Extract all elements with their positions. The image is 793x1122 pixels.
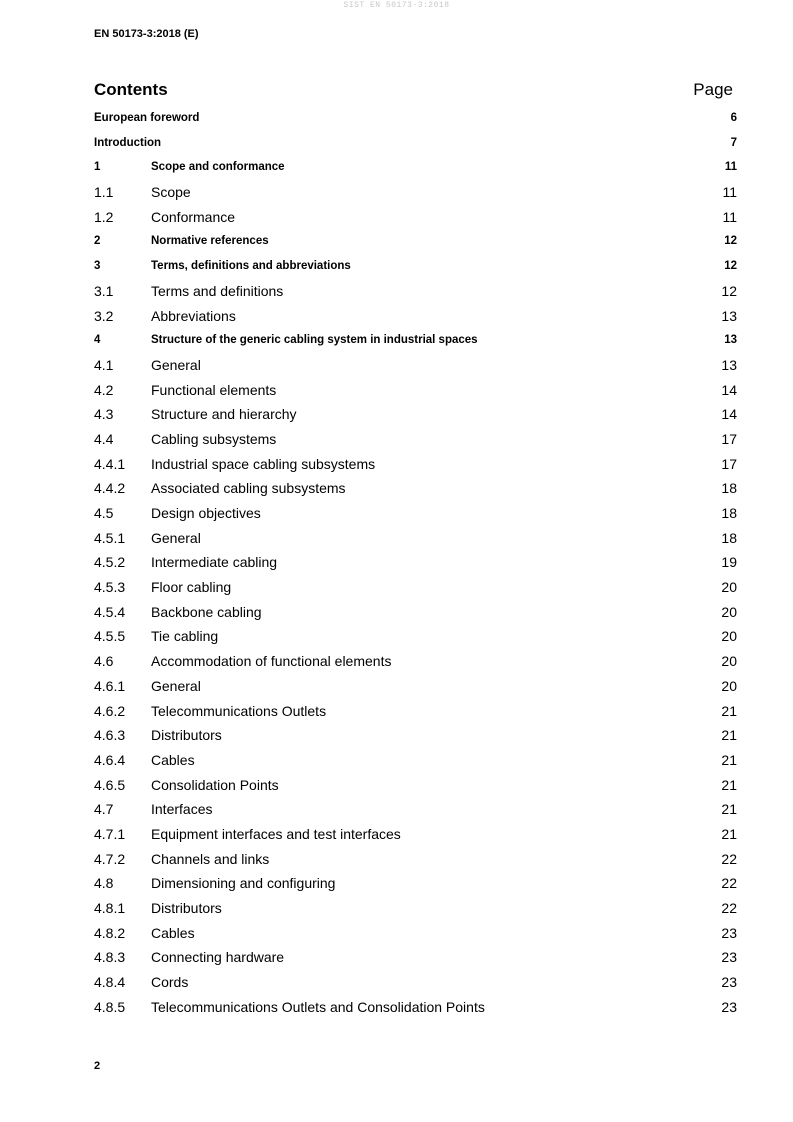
toc-entry-title: Conformance <box>151 208 236 225</box>
toc-entry-page: 11 <box>724 161 737 174</box>
toc-entry-number: 3.1 <box>94 282 114 299</box>
toc-entry-number: 4.2 <box>94 381 114 398</box>
toc-entry[interactable] <box>94 402 737 427</box>
toc-entry-page: 19 <box>721 554 737 571</box>
toc-entry-number: 1.2 <box>94 208 114 225</box>
toc-entry[interactable] <box>94 328 737 353</box>
toc-entry-number: 4.7.1 <box>94 825 126 842</box>
toc-entry-title: Floor cabling <box>151 579 232 596</box>
toc-entry-page: 12 <box>721 282 737 299</box>
toc-entry-page: 20 <box>721 603 737 620</box>
toc-entry-title: Scope and conformance <box>151 161 285 174</box>
toc-entry[interactable] <box>94 921 737 946</box>
toc-entry-title: Telecommunications Outlets and Consolidation Points <box>151 998 485 1015</box>
toc-entry-number: 4 <box>94 334 101 347</box>
toc-entry[interactable] <box>94 723 737 748</box>
toc-entry-number: 4.5.4 <box>94 603 126 620</box>
toc-entry[interactable] <box>94 995 737 1020</box>
toc-entry[interactable] <box>94 106 737 131</box>
toc-entry-page: 17 <box>721 455 737 472</box>
toc-entry[interactable] <box>94 452 737 477</box>
toc-entry-number: 4.8.1 <box>94 900 126 916</box>
toc-entry[interactable] <box>94 624 737 649</box>
toc-entry-page: 7 <box>730 136 737 149</box>
toc-entry[interactable] <box>94 279 737 304</box>
toc-entry-page: 20 <box>721 628 737 645</box>
toc-entry-page: 11 <box>722 184 737 201</box>
toc-entry-number: 4.6.3 <box>94 727 126 744</box>
toc-entry-number: 4.4 <box>94 430 114 447</box>
toc-entry-number: 4.6.5 <box>94 776 126 793</box>
toc-entry-title: Tie cabling <box>151 628 219 645</box>
toc-entry[interactable] <box>94 674 737 699</box>
toc-entry-page: 13 <box>724 334 737 347</box>
toc-entry[interactable] <box>94 649 737 674</box>
toc-entry[interactable] <box>94 254 737 279</box>
toc-entry-page: 20 <box>721 579 737 596</box>
toc-entry[interactable] <box>94 427 737 452</box>
toc-entry-page: 22 <box>721 850 737 867</box>
toc-entry-number: 2 <box>94 235 101 248</box>
toc-entry-number: 4.8.3 <box>94 949 126 966</box>
toc-entry[interactable] <box>94 550 737 575</box>
toc-entry-title: General <box>151 677 201 694</box>
toc-entry-page: 13 <box>721 307 737 324</box>
toc-entry-page: 14 <box>721 406 737 423</box>
toc-entry-title: Functional elements <box>151 381 277 398</box>
toc-entry[interactable] <box>94 699 737 724</box>
toc-entry-page: 6 <box>730 112 737 124</box>
toc-entry[interactable] <box>94 896 737 921</box>
toc-entry-title: Channels and links <box>151 850 270 867</box>
toc-entry-number: 1 <box>94 161 101 174</box>
toc-entry[interactable] <box>94 180 737 205</box>
toc-entry-title: Intermediate cabling <box>151 554 278 571</box>
toc-entry-page: 20 <box>721 677 737 694</box>
toc-entry-number: 4.8.2 <box>94 924 126 941</box>
document-id: EN 50173-3:2018 (E) <box>94 28 199 40</box>
toc-entry-page: 23 <box>721 949 737 966</box>
toc-entry-page: 23 <box>721 998 737 1015</box>
toc-entry[interactable] <box>94 773 737 798</box>
toc-entry-title: Structure and hierarchy <box>151 406 297 423</box>
toc-entry-title: Normative references <box>151 235 269 248</box>
toc-entry-page: 18 <box>721 505 737 521</box>
toc-entry-title: European foreword <box>94 112 200 124</box>
watermark: SIST EN 50173-3:2018 <box>343 1 450 10</box>
toc-entry-title: Cabling subsystems <box>151 430 277 447</box>
toc-entry-title: Terms and definitions <box>151 282 284 299</box>
toc-entry[interactable] <box>94 304 737 329</box>
toc-entry[interactable] <box>94 871 737 896</box>
toc-entry-number: 4.5.5 <box>94 628 126 645</box>
toc-entry-number: 4.7.2 <box>94 850 126 867</box>
toc-entry-title: Telecommunications Outlets <box>151 702 327 719</box>
page-column-label: Page <box>693 80 733 99</box>
toc-entry-page: 21 <box>721 751 737 768</box>
toc-entry[interactable] <box>94 353 737 378</box>
toc-entry[interactable] <box>94 229 737 254</box>
toc-entry-page: 22 <box>721 900 737 916</box>
toc-entry[interactable] <box>94 526 737 551</box>
toc-entry-title: Introduction <box>94 136 162 149</box>
toc-entry-number: 4.5.1 <box>94 529 126 546</box>
toc-entry[interactable] <box>94 476 737 501</box>
toc-entry-title: Consolidation Points <box>151 776 279 793</box>
toc-entry-page: 18 <box>721 529 737 546</box>
toc-entry-title: Dimensioning and configuring <box>151 875 336 892</box>
toc-entry-title: Equipment interfaces and test interfaces <box>151 825 401 842</box>
toc-entry-page: 18 <box>721 480 737 497</box>
toc-entry-page: 21 <box>721 801 737 818</box>
toc-entry-title: Cables <box>151 751 195 768</box>
toc-entry-number: 4.5.2 <box>94 554 126 571</box>
toc-entry-page: 11 <box>722 208 737 225</box>
toc-entry-number: 4.3 <box>94 406 114 423</box>
toc-entry-title: Accommodation of functional elements <box>151 653 392 670</box>
contents-heading <box>94 80 737 102</box>
toc-entry-title: General <box>151 356 201 373</box>
toc-entry-title: Cords <box>151 974 189 991</box>
toc-entry-page: 20 <box>721 653 737 670</box>
toc-entry-title: Cables <box>151 924 195 941</box>
toc-entry-number: 4.8 <box>94 875 114 892</box>
toc-entry-page: 22 <box>721 875 737 892</box>
toc-entry[interactable] <box>94 378 737 403</box>
toc-entry-page: 21 <box>721 727 737 744</box>
toc-entry-page: 21 <box>721 776 737 793</box>
toc-entry-number: 3.2 <box>94 307 114 324</box>
toc-entry-page: 12 <box>724 235 737 248</box>
toc-entry-title: Terms, definitions and abbreviations <box>151 260 351 273</box>
toc-entry[interactable] <box>94 797 737 822</box>
toc-entry-page: 13 <box>721 356 737 373</box>
toc-entry[interactable] <box>94 945 737 970</box>
toc-entry[interactable] <box>94 205 737 230</box>
toc-entry-title: Abbreviations <box>151 307 236 324</box>
toc-entry-number: 4.4.2 <box>94 480 126 497</box>
toc-entry-number: 4.7 <box>94 801 114 818</box>
contents-title: Contents <box>94 80 168 99</box>
toc-entry[interactable] <box>94 600 737 625</box>
toc-entry-title: Distributors <box>151 727 222 744</box>
toc-entry-title: Associated cabling subsystems <box>151 480 346 497</box>
toc-entry-number: 4.6 <box>94 653 114 670</box>
toc-entry-title: Scope <box>151 184 191 201</box>
toc-entry-title: Design objectives <box>151 505 261 521</box>
toc-entry-page: 23 <box>721 924 737 941</box>
toc-entry[interactable] <box>94 847 737 872</box>
toc-entry[interactable] <box>94 575 737 600</box>
toc-entry-number: 4.4.1 <box>94 455 126 472</box>
toc-entry[interactable] <box>94 748 737 773</box>
toc-entry-title: Backbone cabling <box>151 603 262 620</box>
toc-entry-page: 21 <box>721 702 737 719</box>
toc-entry-number: 4.8.5 <box>94 998 126 1015</box>
toc-entry[interactable] <box>94 970 737 995</box>
toc-entry[interactable] <box>94 131 737 156</box>
toc-entry-title: Interfaces <box>151 801 213 818</box>
table-of-contents <box>94 106 737 1019</box>
toc-entry-title: Distributors <box>151 900 222 916</box>
toc-entry-number: 4.6.2 <box>94 702 126 719</box>
toc-entry-page: 17 <box>721 430 737 447</box>
toc-entry[interactable] <box>94 501 737 526</box>
toc-entry-title: General <box>151 529 201 546</box>
toc-entry-number: 4.5.3 <box>94 579 126 596</box>
toc-entry-title: Structure of the generic cabling system in industrial spaces <box>151 334 478 347</box>
toc-entry-number: 4.1 <box>94 356 114 373</box>
toc-entry[interactable] <box>94 822 737 847</box>
page-number: 2 <box>94 1060 101 1072</box>
toc-entry-number: 3 <box>94 260 101 273</box>
toc-entry-page: 14 <box>721 381 737 398</box>
toc-entry-title: Industrial space cabling subsystems <box>151 455 376 472</box>
toc-entry-number: 4.6.1 <box>94 677 126 694</box>
toc-entry-number: 4.5 <box>94 505 114 521</box>
toc-entry-page: 21 <box>721 825 737 842</box>
toc-entry-page: 12 <box>724 260 737 273</box>
toc-entry[interactable] <box>94 155 737 180</box>
toc-entry-page: 23 <box>721 974 737 991</box>
toc-entry-title: Connecting hardware <box>151 949 285 966</box>
toc-entry-number: 1.1 <box>94 184 114 201</box>
toc-entry-number: 4.8.4 <box>94 974 126 991</box>
toc-entry-number: 4.6.4 <box>94 751 126 768</box>
